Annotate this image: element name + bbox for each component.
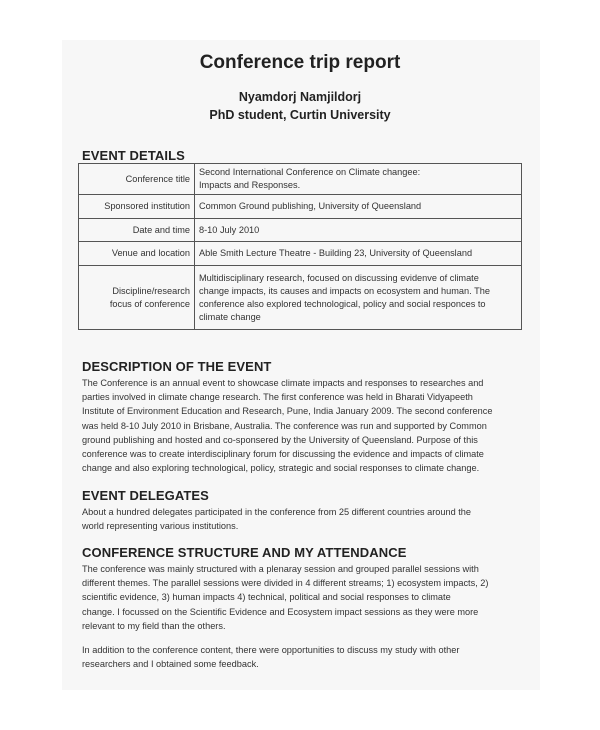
- value-line: change impacts, its causes and impacts on ecosystem and human. The: [199, 285, 490, 296]
- row-label: Venue and location: [79, 242, 195, 266]
- label-line: Discipline/research: [112, 285, 190, 296]
- page-title: Conference trip report: [199, 52, 401, 73]
- text-line: parties involved in climate change research. The first conference was held in Bharati Vidyapeeth: [82, 392, 473, 403]
- structure-paragraph: [82, 562, 510, 633]
- event-details-heading: EVENT DETAILS: [82, 148, 185, 163]
- text-line: scientific evidence, 3) human impacts 4) technical, political and social responses to climate: [82, 592, 451, 603]
- text-line: relevant to my field than the others.: [82, 620, 226, 631]
- table-row: [79, 195, 522, 219]
- table-row: [79, 266, 522, 330]
- author-affiliation: PhD student, Curtin University: [209, 108, 391, 122]
- row-label: Sponsored institution: [79, 195, 195, 219]
- text-line: ground publishing and hosted and co-sponsered by the University of Queensland. Purpose of this: [82, 434, 478, 445]
- structure-heading: CONFERENCE STRUCTURE AND MY ATTENDANCE: [82, 545, 407, 560]
- event-details-table: [78, 163, 522, 330]
- text-line: Institute of Environment Education and Research, Pune, India January 2009. The second conference: [82, 406, 493, 417]
- table-row: [79, 219, 522, 242]
- text-line: world representing various institutions.: [82, 521, 239, 532]
- row-value: Common Ground publishing, University of Queensland: [195, 195, 522, 219]
- text-line: change and also exploring technological, policy, strategic and social responses to climate change.: [82, 463, 480, 474]
- text-line: researchers and I obtained some feedback.: [82, 659, 259, 670]
- text-line: was held 8-10 July 2010 in Brisbane, Australia. The conference was run and supported by Common: [82, 420, 487, 431]
- text-line: different themes. The parallel sessions were divided in 4 different streams; 1) ecosystem impacts, 2): [82, 578, 489, 589]
- row-value: [195, 266, 522, 330]
- row-value: [195, 164, 522, 195]
- table-row: [79, 242, 522, 266]
- table-row: [79, 164, 522, 195]
- text-line: In addition to the conference content, there were opportunities to discuss my study with other: [82, 645, 460, 655]
- author-block: [0, 88, 600, 124]
- label-line: focus of conference: [109, 298, 190, 309]
- text-line: About a hundred delegates participated in the conference from 25 different countries around the: [82, 507, 472, 517]
- text-line: The Conference is an annual event to showcase climate impacts and responses to researches and: [82, 378, 484, 388]
- row-label: Conference title: [79, 164, 195, 195]
- structure-paragraph-2: [82, 643, 510, 671]
- text-line: The conference was mainly structured with a plenaray session and grouped parallel sessions with: [82, 564, 479, 574]
- value-line: Impacts and Responses.: [199, 180, 301, 190]
- row-label: [79, 266, 195, 330]
- value-line: conference also explored technological, policy and social responces to: [199, 298, 486, 309]
- delegates-heading: EVENT DELEGATES: [82, 488, 209, 503]
- description-paragraph: [82, 376, 510, 475]
- delegates-paragraph: [82, 505, 510, 533]
- author-name: Nyamdorj Namjildorj: [238, 90, 362, 104]
- value-line: climate change: [199, 311, 261, 322]
- row-value: 8-10 July 2010: [195, 219, 522, 242]
- description-heading: DESCRIPTION OF THE EVENT: [82, 359, 272, 374]
- value-line: Second International Conference on Climate changee:: [199, 167, 421, 177]
- row-value: Able Smith Lecture Theatre - Building 23, University of Queensland: [195, 242, 522, 266]
- value-line: Multidisciplinary research, focused on discussing evidenve of climate: [199, 272, 479, 283]
- text-line: conference was to create interdisciplinary forum for discussing the evidence and impacts of climate: [82, 449, 484, 460]
- row-label: Date and time: [79, 219, 195, 242]
- text-line: change. I focussed on the Scientific Evidence and Ecosystem impact sessions as they were more: [82, 606, 479, 617]
